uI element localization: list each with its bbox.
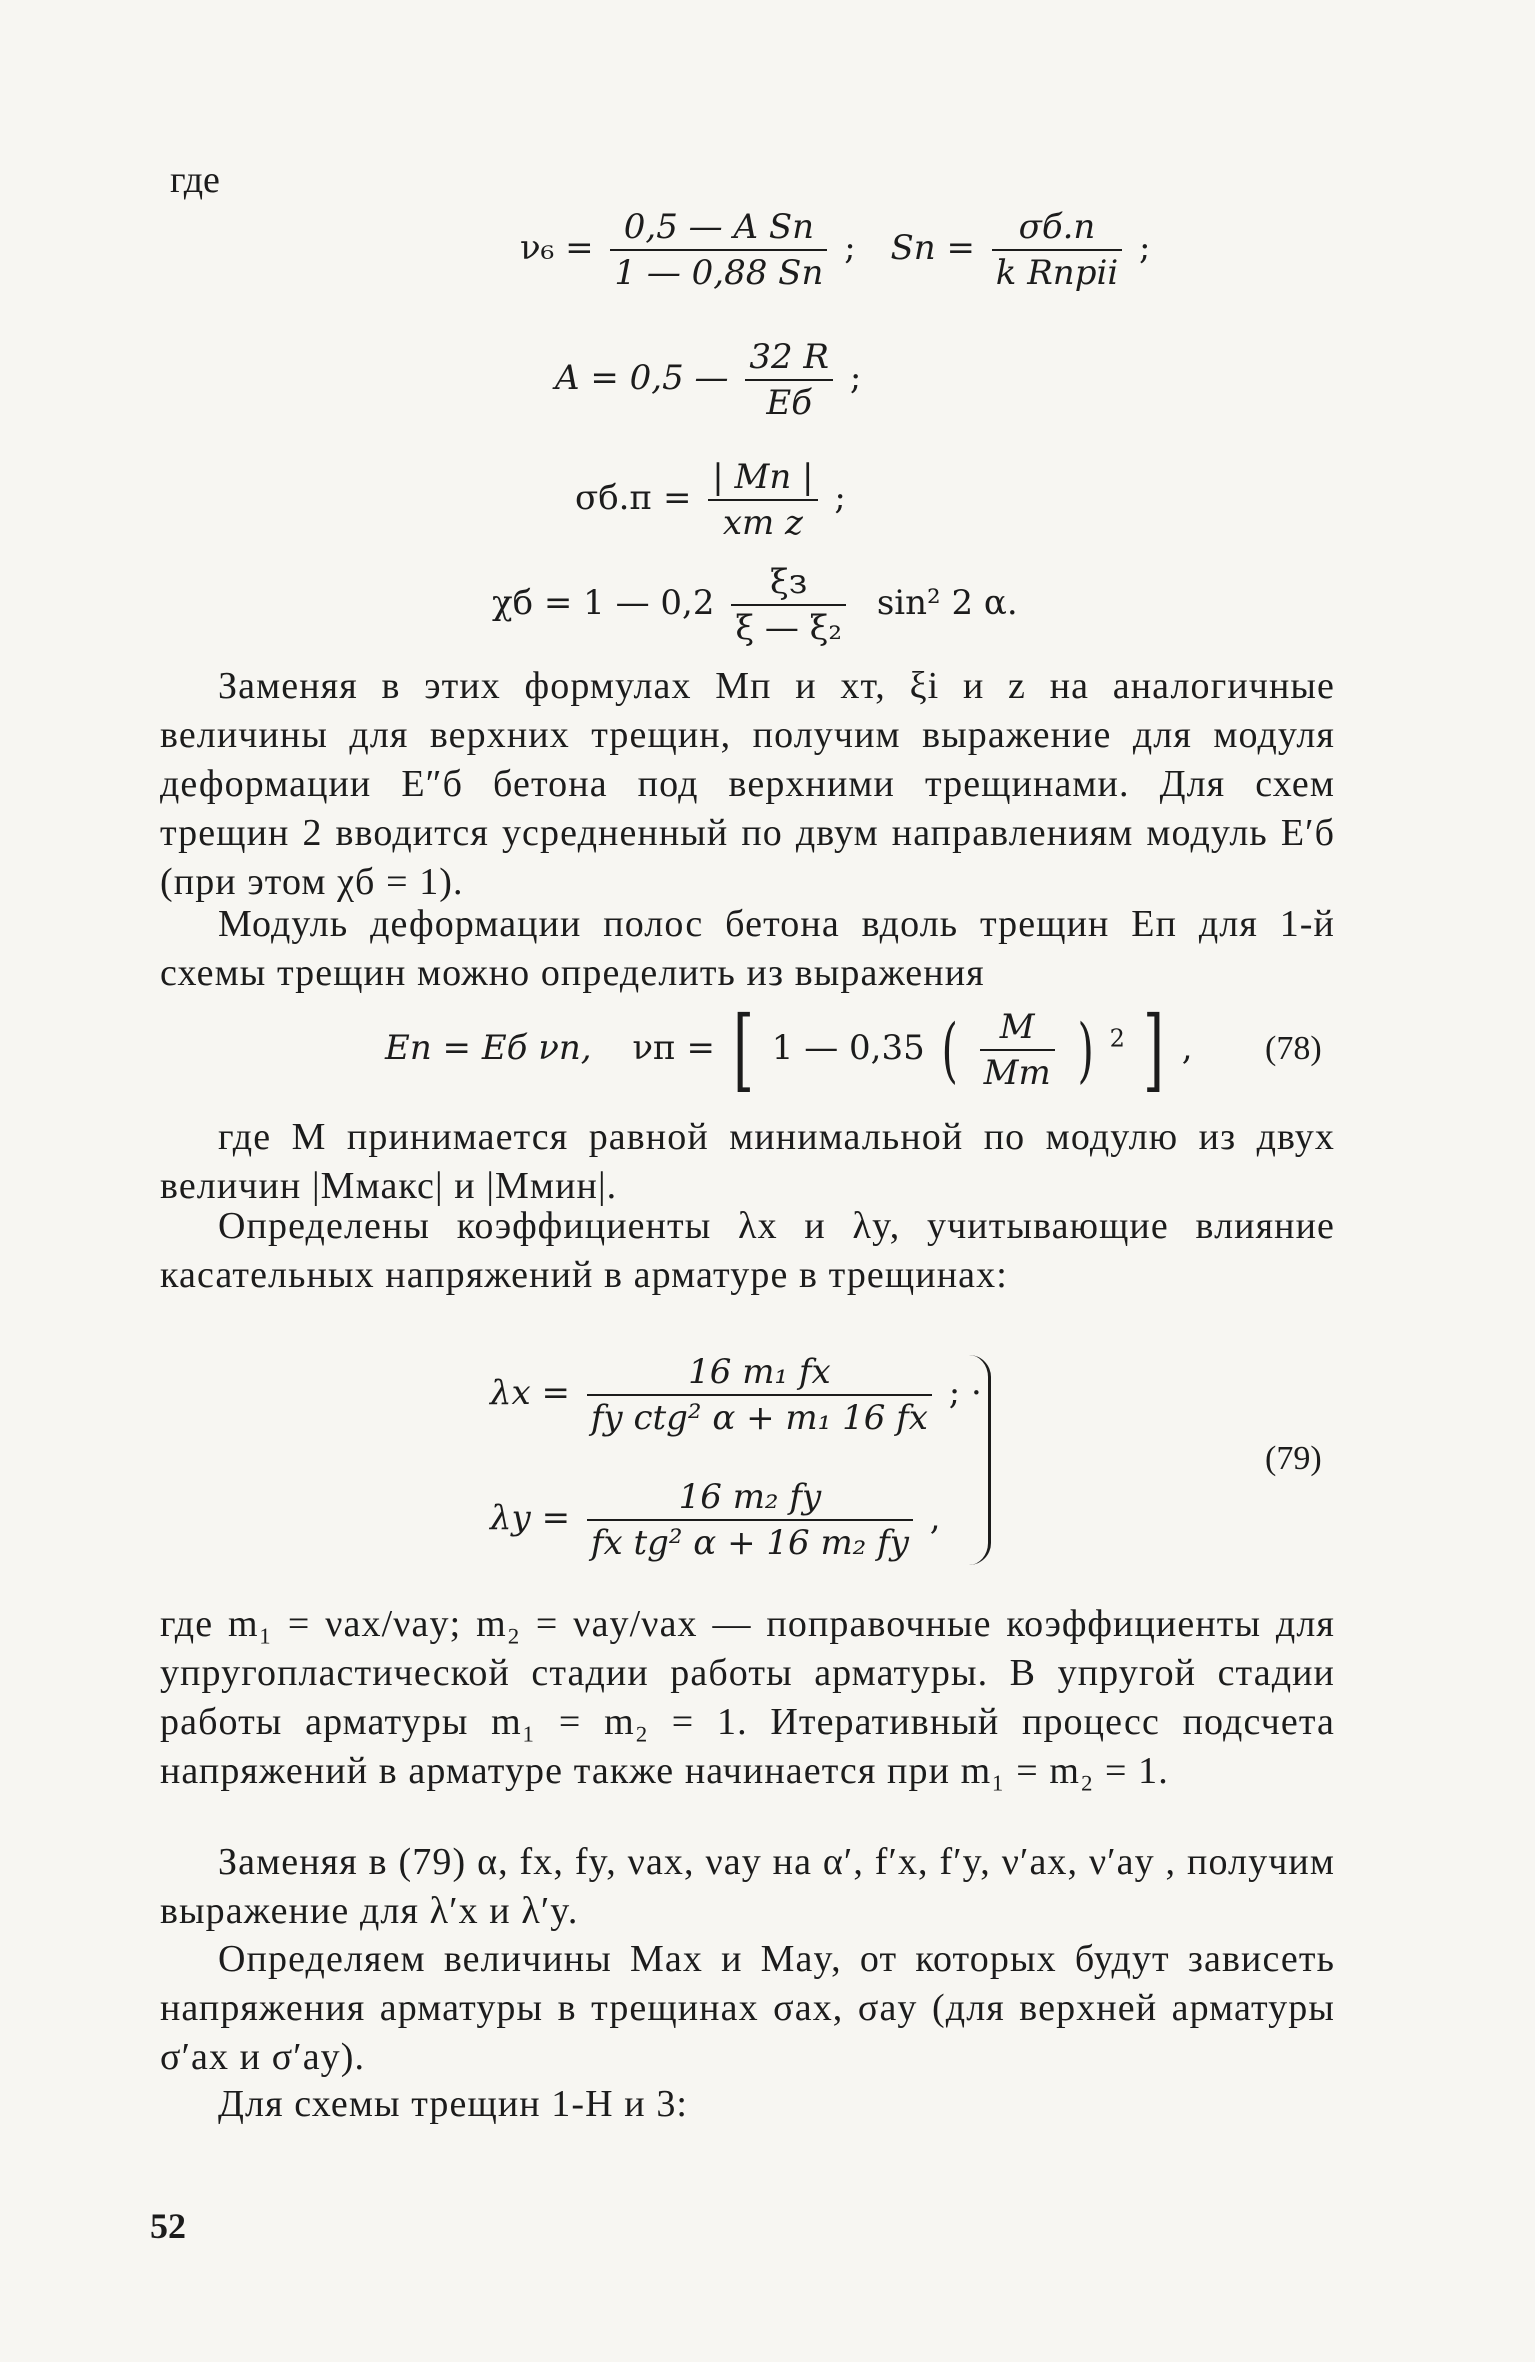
- fraction: $\frac{\sigma б.п}{\text{k Rпрii}}$: [992, 205, 1122, 295]
- paragraph: Модуль деформации полос бетона вдоль трещин Eп для 1-й схемы трещин можно определить из выражения: [160, 903, 1335, 994]
- fraction: $\frac{\text{0,5 — A Sп}}{1 — 0,88 Sп}$: [610, 205, 827, 295]
- fraction: $\frac{\text{16 m₁ fx}}{\text{fy ctg² α + m₁ 16 fx}}$: [587, 1350, 932, 1440]
- paragraph: Заменяя в этих формулах Mп и xт, ξi и z на аналогичные величины для верхних трещин, получим выражение для модуля деформации E″б бетона под верхними трещинами. Для схем трещин 2 вводится усредненный по двум направлениям модуль E′б (при этом χб = 1).: [160, 665, 1335, 903]
- formula-nu-b: ν₆ = $\frac{\text{0,5 — A Sп}}{1 — 0,88 Sп}$ ; Sп = $\frac{\sigma б.п}{\text{k Rпрii}}$ ;: [520, 207, 1151, 293]
- equation-number: (79): [1265, 1440, 1322, 1477]
- fraction: $\frac{32 R}{Eб}$: [745, 335, 833, 425]
- formula-sigma: σб.п = $\frac{| Mп |}{\text{xт z}}$ ;: [575, 457, 846, 543]
- paragraph: Определяем величины Max и May, от которых будут зависеть напряжения арматуры в трещинах σax, σay (для верхней арматуры σ′ax и σ′ay).: [160, 1938, 1335, 2078]
- fraction: $\frac{\text{16 m₂ fy}}{\text{fx tg² α + 16 m₂ fy}}$: [587, 1475, 913, 1565]
- right-brace: [968, 1355, 991, 1565]
- equation-number: (78): [1265, 1030, 1322, 1067]
- paragraph: Определены коэффициенты λx и λy, учитывающие влияние касательных напряжений в арматуре в трещинах:: [160, 1205, 1335, 1296]
- formula-lhs: Sп =: [890, 228, 975, 268]
- fraction: $\frac{\xi з}{\text{ξ — ξ₂}}$: [731, 560, 846, 650]
- fraction: $\frac{| Mп |}{\text{xт z}}$: [708, 455, 817, 545]
- formula-79-line1: λx = $\frac{\text{16 m₁ fx}}{\text{fy ctg² α + m₁ 16 fx}}$ ; ·: [490, 1352, 982, 1438]
- formula-a: A = 0,5 — $\frac{32 R}{Eб}$ ;: [555, 337, 862, 423]
- intro-word: где: [170, 159, 220, 201]
- formula-chi: χб = 1 — 0,2 $\frac{\xi з}{\text{ξ — ξ₂}}$ sin² 2 α.: [492, 562, 1018, 648]
- formula-78: Eп = Eб νп, νп = [ 1 — 0,35 ( $\frac{M}{Mт}$ ) $^2$ ] ,: [385, 997, 1193, 1102]
- page-number: 52: [150, 2206, 186, 2246]
- formula-lhs: ν₆ =: [520, 228, 594, 268]
- paragraph: Для схемы трещин 1-Н и 3:: [218, 2083, 689, 2125]
- fraction: $\frac{M}{Mт}$: [980, 1005, 1055, 1095]
- formula-79-line2: λy = $\frac{\text{16 m₂ fy}}{\text{fx tg² α + 16 m₂ fy}}$ ,: [490, 1477, 941, 1563]
- paragraph: где M принимается равной минимальной по модулю из двух величин |Mмакс| и |Mмин|.: [160, 1116, 1335, 1207]
- paragraph: где m₁ = νax/νay; m₂ = νay/νax — поправочные коэффициенты для упругопластической стадии работы арматуры. В упругой стадии работы арматуры m₁ = m₂ = 1. Итеративный процесс подсчета напряжений в арматуре также начинается при m₁ = m₂ = 1.: [160, 1603, 1335, 1792]
- paragraph: Заменяя в (79) α, fx, fy, νax, νay на α′, f′x, f′y, ν′ax, ν′ay , получим выражение для λ′x и λ′y.: [160, 1841, 1335, 1932]
